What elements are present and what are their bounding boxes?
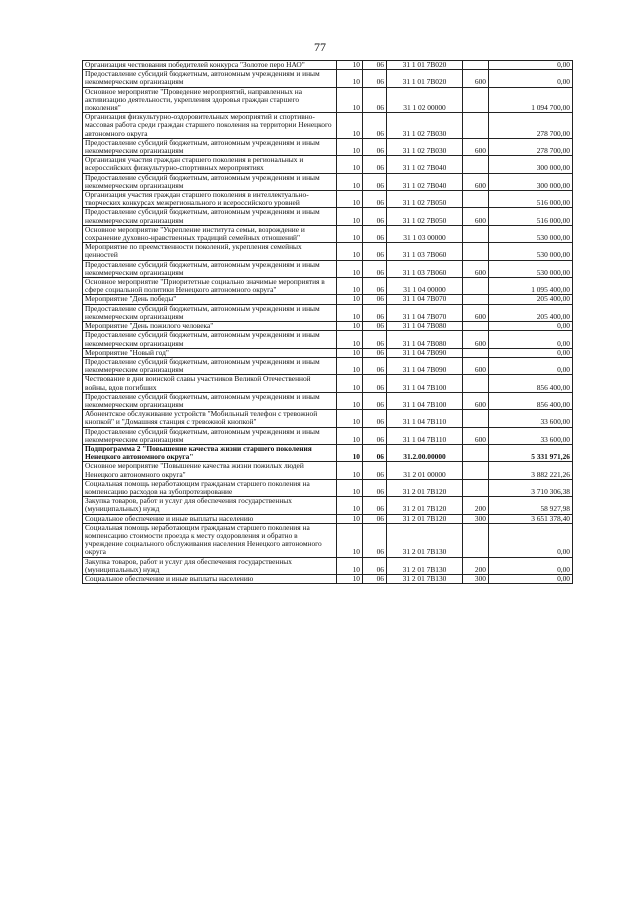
row-expense-type bbox=[463, 61, 489, 70]
row-subsection: 06 bbox=[363, 574, 387, 583]
row-expense-type bbox=[463, 410, 489, 427]
row-expense-type bbox=[463, 523, 489, 557]
row-amount: 205 400,00 bbox=[489, 304, 573, 321]
row-name: Предоставление субсидий бюджетным, автономным учреждениям и иным некоммерческим организациям bbox=[83, 138, 337, 155]
row-target-article: 31 1 02 7В050 bbox=[387, 191, 463, 208]
row-amount: 300 000,00 bbox=[489, 156, 573, 173]
row-target-article: 31 2 01 7В130 bbox=[387, 523, 463, 557]
row-amount: 856 400,00 bbox=[489, 392, 573, 409]
row-target-article: 31 1 03 7В060 bbox=[387, 260, 463, 277]
row-expense-type bbox=[463, 375, 489, 392]
row-target-article: 31 1 04 7В070 bbox=[387, 295, 463, 304]
row-subsection: 06 bbox=[363, 523, 387, 557]
table-row bbox=[83, 348, 573, 357]
row-target-article: 31 1 02 7В040 bbox=[387, 156, 463, 173]
table-row bbox=[83, 331, 573, 348]
table-row bbox=[83, 444, 573, 461]
table-row bbox=[83, 278, 573, 295]
row-section: 10 bbox=[337, 357, 363, 374]
row-section: 10 bbox=[337, 156, 363, 173]
row-amount: 530 000,00 bbox=[489, 260, 573, 277]
table-row bbox=[83, 295, 573, 304]
row-subsection: 06 bbox=[363, 557, 387, 574]
row-name: Предоставление субсидий бюджетным, автономным учреждениям и иным некоммерческим организациям bbox=[83, 392, 337, 409]
table-row bbox=[83, 113, 573, 139]
row-amount: 0,00 bbox=[489, 557, 573, 574]
row-expense-type bbox=[463, 348, 489, 357]
table-row bbox=[83, 427, 573, 444]
row-target-article: 31 1 04 7В110 bbox=[387, 410, 463, 427]
row-section: 10 bbox=[337, 138, 363, 155]
row-section: 10 bbox=[337, 462, 363, 479]
row-name: Предоставление субсидий бюджетным, автономным учреждениям и иным некоммерческим организациям bbox=[83, 331, 337, 348]
row-amount: 0,00 bbox=[489, 348, 573, 357]
table-row bbox=[83, 243, 573, 260]
row-section: 10 bbox=[337, 295, 363, 304]
row-target-article: 31 1 02 7В030 bbox=[387, 138, 463, 155]
table-row bbox=[83, 173, 573, 190]
row-target-article: 31 2 01 7В120 bbox=[387, 497, 463, 514]
row-amount: 530 000,00 bbox=[489, 243, 573, 260]
row-expense-type: 600 bbox=[463, 331, 489, 348]
table-row bbox=[83, 208, 573, 225]
row-amount: 278 700,00 bbox=[489, 138, 573, 155]
row-subsection: 06 bbox=[363, 61, 387, 70]
row-section: 10 bbox=[337, 574, 363, 583]
row-amount: 0,00 bbox=[489, 523, 573, 557]
row-target-article: 31 1 03 00000 bbox=[387, 225, 463, 242]
row-name: Закупка товаров, работ и услуг для обеспечения государственных (муниципальных) нужд bbox=[83, 497, 337, 514]
row-section: 10 bbox=[337, 208, 363, 225]
table-row bbox=[83, 375, 573, 392]
row-section: 10 bbox=[337, 410, 363, 427]
row-amount: 1 095 400,00 bbox=[489, 278, 573, 295]
row-name: Организация участия граждан старшего поколения в региональных и всероссийских физкультурно-спортивных мероприятиях bbox=[83, 156, 337, 173]
row-amount: 0,00 bbox=[489, 322, 573, 331]
table-row bbox=[83, 322, 573, 331]
row-target-article: 31 1 04 7В070 bbox=[387, 304, 463, 321]
row-target-article: 31 1 04 00000 bbox=[387, 278, 463, 295]
row-name: Организация чествования победителей конкурса "Золотое перо НАО" bbox=[83, 61, 337, 70]
row-subsection: 06 bbox=[363, 191, 387, 208]
row-section: 10 bbox=[337, 87, 363, 113]
table-row bbox=[83, 304, 573, 321]
row-amount: 0,00 bbox=[489, 331, 573, 348]
row-expense-type: 600 bbox=[463, 208, 489, 225]
table-row bbox=[83, 574, 573, 583]
row-expense-type: 600 bbox=[463, 427, 489, 444]
table-row bbox=[83, 523, 573, 557]
budget-table bbox=[82, 60, 573, 584]
row-section: 10 bbox=[337, 375, 363, 392]
row-section: 10 bbox=[337, 392, 363, 409]
row-subsection: 06 bbox=[363, 462, 387, 479]
row-amount: 5 331 971,26 bbox=[489, 444, 573, 461]
row-name: Социальная помощь неработающим гражданам старшего поколения на компенсацию расходов на зубопротезирование bbox=[83, 479, 337, 496]
row-section: 10 bbox=[337, 260, 363, 277]
row-expense-type: 300 bbox=[463, 574, 489, 583]
table-row bbox=[83, 70, 573, 87]
table-row bbox=[83, 392, 573, 409]
row-expense-type bbox=[463, 295, 489, 304]
row-subsection: 06 bbox=[363, 70, 387, 87]
row-target-article: 31 2 01 00000 bbox=[387, 462, 463, 479]
row-name: Предоставление субсидий бюджетным, автономным учреждениям и иным некоммерческим организациям bbox=[83, 427, 337, 444]
row-subsection: 06 bbox=[363, 375, 387, 392]
table-row bbox=[83, 462, 573, 479]
row-name: Предоставление субсидий бюджетным, автономным учреждениям и иным некоммерческим организациям bbox=[83, 357, 337, 374]
row-expense-type: 600 bbox=[463, 138, 489, 155]
table-row bbox=[83, 138, 573, 155]
row-subsection: 06 bbox=[363, 479, 387, 496]
row-subsection: 06 bbox=[363, 225, 387, 242]
row-name: Абонентское обслуживание устройств "Мобильный телефон с тревожной кнопкой" и "Домашняя станция с тревожной кнопкой" bbox=[83, 410, 337, 427]
row-name: Предоставление субсидий бюджетным, автономным учреждениям и иным некоммерческим организациям bbox=[83, 173, 337, 190]
row-name: Предоставление субсидий бюджетным, автономным учреждениям и иным некоммерческим организациям bbox=[83, 304, 337, 321]
row-section: 10 bbox=[337, 304, 363, 321]
table-row bbox=[83, 191, 573, 208]
row-expense-type: 600 bbox=[463, 173, 489, 190]
row-section: 10 bbox=[337, 61, 363, 70]
row-amount: 530 000,00 bbox=[489, 225, 573, 242]
row-target-article: 31 1 01 7В020 bbox=[387, 70, 463, 87]
row-target-article: 31 2 01 7В120 bbox=[387, 479, 463, 496]
row-section: 10 bbox=[337, 191, 363, 208]
table-row bbox=[83, 61, 573, 70]
row-subsection: 06 bbox=[363, 331, 387, 348]
row-subsection: 06 bbox=[363, 138, 387, 155]
row-amount: 33 600,00 bbox=[489, 410, 573, 427]
row-subsection: 06 bbox=[363, 87, 387, 113]
row-expense-type bbox=[463, 444, 489, 461]
row-target-article: 31.2.00.00000 bbox=[387, 444, 463, 461]
row-target-article: 31 1 02 7В030 bbox=[387, 113, 463, 139]
row-expense-type bbox=[463, 462, 489, 479]
row-section: 10 bbox=[337, 444, 363, 461]
row-target-article: 31 1 04 7В080 bbox=[387, 322, 463, 331]
row-section: 10 bbox=[337, 322, 363, 331]
table-row bbox=[83, 497, 573, 514]
row-name: Социальная помощь неработающим гражданам старшего поколения на компенсацию стоимости проезда к месту оздоровления и обратно в учреждение социального обслуживания населения Ненецкого автономного округа bbox=[83, 523, 337, 557]
row-name: Основное мероприятие "Укрепление института семьи, возрождение и сохранение духовно-нравственных традиций семейных отношений" bbox=[83, 225, 337, 242]
row-amount: 205 400,00 bbox=[489, 295, 573, 304]
row-name: Предоставление субсидий бюджетным, автономным учреждениям и иным некоммерческим организациям bbox=[83, 260, 337, 277]
row-amount: 3 882 221,26 bbox=[489, 462, 573, 479]
row-name: Подпрограмма 2 "Повышение качества жизни старшего поколения Ненецкого автономного округа" bbox=[83, 444, 337, 461]
row-amount: 0,00 bbox=[489, 357, 573, 374]
row-expense-type: 600 bbox=[463, 70, 489, 87]
row-amount: 58 927,98 bbox=[489, 497, 573, 514]
row-target-article: 31 1 02 7В040 bbox=[387, 173, 463, 190]
row-target-article: 31 1 04 7В080 bbox=[387, 331, 463, 348]
row-section: 10 bbox=[337, 348, 363, 357]
row-amount: 516 000,00 bbox=[489, 191, 573, 208]
row-amount: 0,00 bbox=[489, 70, 573, 87]
row-subsection: 06 bbox=[363, 295, 387, 304]
row-section: 10 bbox=[337, 113, 363, 139]
row-target-article: 31 1 04 7В090 bbox=[387, 357, 463, 374]
table-row bbox=[83, 87, 573, 113]
row-subsection: 06 bbox=[363, 392, 387, 409]
row-target-article: 31 2 01 7В130 bbox=[387, 557, 463, 574]
row-expense-type: 600 bbox=[463, 392, 489, 409]
row-section: 10 bbox=[337, 514, 363, 523]
row-target-article: 31 1 01 7В020 bbox=[387, 61, 463, 70]
row-name: Основное мероприятие "Приоритетные социально значимые мероприятия в сфере социальной политики Ненецкого автономного округа" bbox=[83, 278, 337, 295]
row-target-article: 31 1 03 7В060 bbox=[387, 243, 463, 260]
row-subsection: 06 bbox=[363, 357, 387, 374]
row-name: Мероприятие "День победы" bbox=[83, 295, 337, 304]
row-section: 10 bbox=[337, 479, 363, 496]
row-section: 10 bbox=[337, 278, 363, 295]
row-subsection: 06 bbox=[363, 427, 387, 444]
row-name: Организация участия граждан старшего поколения в интеллектуально-творческих конкурсах межрегионального и всероссийского уровней bbox=[83, 191, 337, 208]
row-name: Мероприятие "Новый год" bbox=[83, 348, 337, 357]
row-name: Закупка товаров, работ и услуг для обеспечения государственных (муниципальных) нужд bbox=[83, 557, 337, 574]
row-name: Чествование в дни воинской славы участников Великой Отечественной войны, вдов погибших bbox=[83, 375, 337, 392]
table-row bbox=[83, 225, 573, 242]
row-expense-type: 200 bbox=[463, 557, 489, 574]
row-section: 10 bbox=[337, 523, 363, 557]
row-section: 10 bbox=[337, 173, 363, 190]
row-subsection: 06 bbox=[363, 260, 387, 277]
row-subsection: 06 bbox=[363, 322, 387, 331]
row-expense-type: 600 bbox=[463, 304, 489, 321]
table-row bbox=[83, 557, 573, 574]
row-target-article: 31 1 04 7В090 bbox=[387, 348, 463, 357]
row-name: Предоставление субсидий бюджетным, автономным учреждениям и иным некоммерческим организациям bbox=[83, 70, 337, 87]
row-target-article: 31 1 02 00000 bbox=[387, 87, 463, 113]
row-subsection: 06 bbox=[363, 113, 387, 139]
page-number: 77 bbox=[314, 40, 326, 54]
row-section: 10 bbox=[337, 225, 363, 242]
row-expense-type bbox=[463, 87, 489, 113]
table-row bbox=[83, 156, 573, 173]
row-expense-type: 600 bbox=[463, 260, 489, 277]
row-subsection: 06 bbox=[363, 444, 387, 461]
row-expense-type bbox=[463, 113, 489, 139]
row-subsection: 06 bbox=[363, 514, 387, 523]
row-name: Основное мероприятие "Повышение качества жизни пожилых людей Ненецкого автономного округа" bbox=[83, 462, 337, 479]
row-subsection: 06 bbox=[363, 348, 387, 357]
row-expense-type bbox=[463, 243, 489, 260]
row-amount: 3 710 306,38 bbox=[489, 479, 573, 496]
row-name: Социальное обеспечение и иные выплаты населению bbox=[83, 514, 337, 523]
row-amount: 300 000,00 bbox=[489, 173, 573, 190]
row-expense-type bbox=[463, 479, 489, 496]
row-target-article: 31 1 04 7В100 bbox=[387, 375, 463, 392]
row-subsection: 06 bbox=[363, 243, 387, 260]
table-row bbox=[83, 479, 573, 496]
row-section: 10 bbox=[337, 497, 363, 514]
row-expense-type: 600 bbox=[463, 357, 489, 374]
row-amount: 1 094 700,00 bbox=[489, 87, 573, 113]
row-section: 10 bbox=[337, 331, 363, 348]
row-target-article: 31 1 04 7В100 bbox=[387, 392, 463, 409]
row-name: Мероприятие "День пожилого человека" bbox=[83, 322, 337, 331]
row-section: 10 bbox=[337, 70, 363, 87]
row-expense-type bbox=[463, 322, 489, 331]
row-expense-type bbox=[463, 278, 489, 295]
row-subsection: 06 bbox=[363, 410, 387, 427]
row-amount: 856 400,00 bbox=[489, 375, 573, 392]
row-subsection: 06 bbox=[363, 208, 387, 225]
row-amount: 0,00 bbox=[489, 61, 573, 70]
row-subsection: 06 bbox=[363, 304, 387, 321]
budget-table-body bbox=[83, 61, 573, 584]
row-name: Мероприятие по преемственности поколений, укрепления семейных ценностей bbox=[83, 243, 337, 260]
row-name: Предоставление субсидий бюджетным, автономным учреждениям и иным некоммерческим организациям bbox=[83, 208, 337, 225]
row-section: 10 bbox=[337, 427, 363, 444]
row-expense-type: 200 bbox=[463, 497, 489, 514]
row-amount: 0,00 bbox=[489, 574, 573, 583]
row-subsection: 06 bbox=[363, 173, 387, 190]
row-name: Социальное обеспечение и иные выплаты населению bbox=[83, 574, 337, 583]
row-amount: 278 700,00 bbox=[489, 113, 573, 139]
row-amount: 516 000,00 bbox=[489, 208, 573, 225]
table-row bbox=[83, 410, 573, 427]
table-row bbox=[83, 357, 573, 374]
row-amount: 3 651 378,40 bbox=[489, 514, 573, 523]
table-row bbox=[83, 514, 573, 523]
row-target-article: 31 2 01 7В120 bbox=[387, 514, 463, 523]
row-target-article: 31 1 02 7В050 bbox=[387, 208, 463, 225]
row-target-article: 31 2 01 7В130 bbox=[387, 574, 463, 583]
row-subsection: 06 bbox=[363, 278, 387, 295]
table-row bbox=[83, 260, 573, 277]
row-expense-type: 300 bbox=[463, 514, 489, 523]
row-expense-type bbox=[463, 191, 489, 208]
row-subsection: 06 bbox=[363, 156, 387, 173]
row-expense-type bbox=[463, 225, 489, 242]
row-section: 10 bbox=[337, 557, 363, 574]
row-subsection: 06 bbox=[363, 497, 387, 514]
row-name: Основное мероприятие "Проведение мероприятий, направленных на активизацию деятельности, укрепления здоровья граждан старшего поколения" bbox=[83, 87, 337, 113]
row-name: Организация физкультурно-оздоровительных мероприятий и спортивно-массовая работа среди граждан старшего поколения на территории Ненецкого автономного округа bbox=[83, 113, 337, 139]
row-section: 10 bbox=[337, 243, 363, 260]
row-expense-type bbox=[463, 156, 489, 173]
row-target-article: 31 1 04 7В110 bbox=[387, 427, 463, 444]
row-amount: 33 600,00 bbox=[489, 427, 573, 444]
